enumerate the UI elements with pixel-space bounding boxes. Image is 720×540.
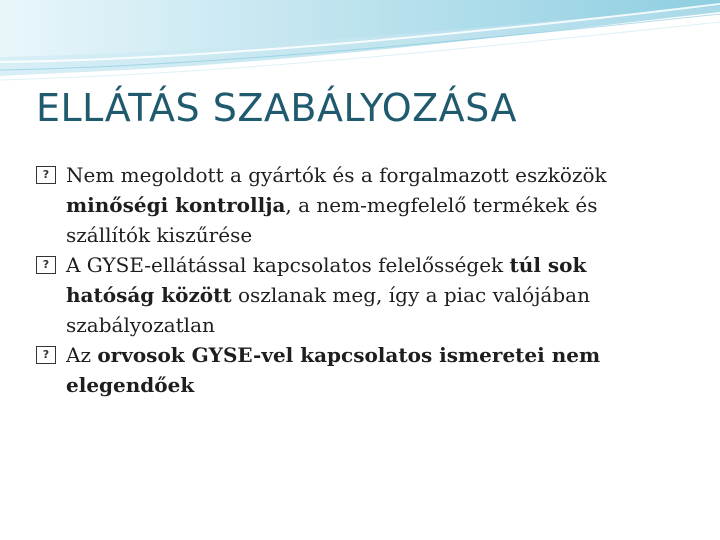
- bullet-text: A GYSE-ellátással kapcsolatos felelősségek: [66, 253, 510, 277]
- bullet-text: oszlanak meg, így a piac valójában szabályozatlan: [66, 283, 590, 337]
- top-wave-decoration: [0, 0, 720, 90]
- slide-title: ELLÁTÁS SZABÁLYOZÁSA: [36, 86, 517, 130]
- missing-glyph-icon: [36, 166, 56, 184]
- bullet-text-bold: minőségi kontrollja: [66, 193, 286, 217]
- bullet-text: Nem megoldott a gyártók és a forgalmazott eszközök: [66, 163, 607, 187]
- missing-glyph-icon: [36, 346, 56, 364]
- bullet-text: Az: [66, 343, 98, 367]
- bullet-list: [36, 160, 676, 400]
- bullet-item: [36, 160, 676, 250]
- bullet-text-bold: orvosok GYSE-vel kapcsolatos ismeretei nem elegendőek: [66, 343, 601, 397]
- bullet-text-bold: túl sok hatóság között: [66, 253, 587, 307]
- bullet-text: , a nem-megfelelő termékek és szállítók kiszűrése: [66, 193, 598, 247]
- bullet-item: [36, 250, 676, 340]
- bullet-item: [36, 340, 676, 400]
- missing-glyph-icon: [36, 256, 56, 274]
